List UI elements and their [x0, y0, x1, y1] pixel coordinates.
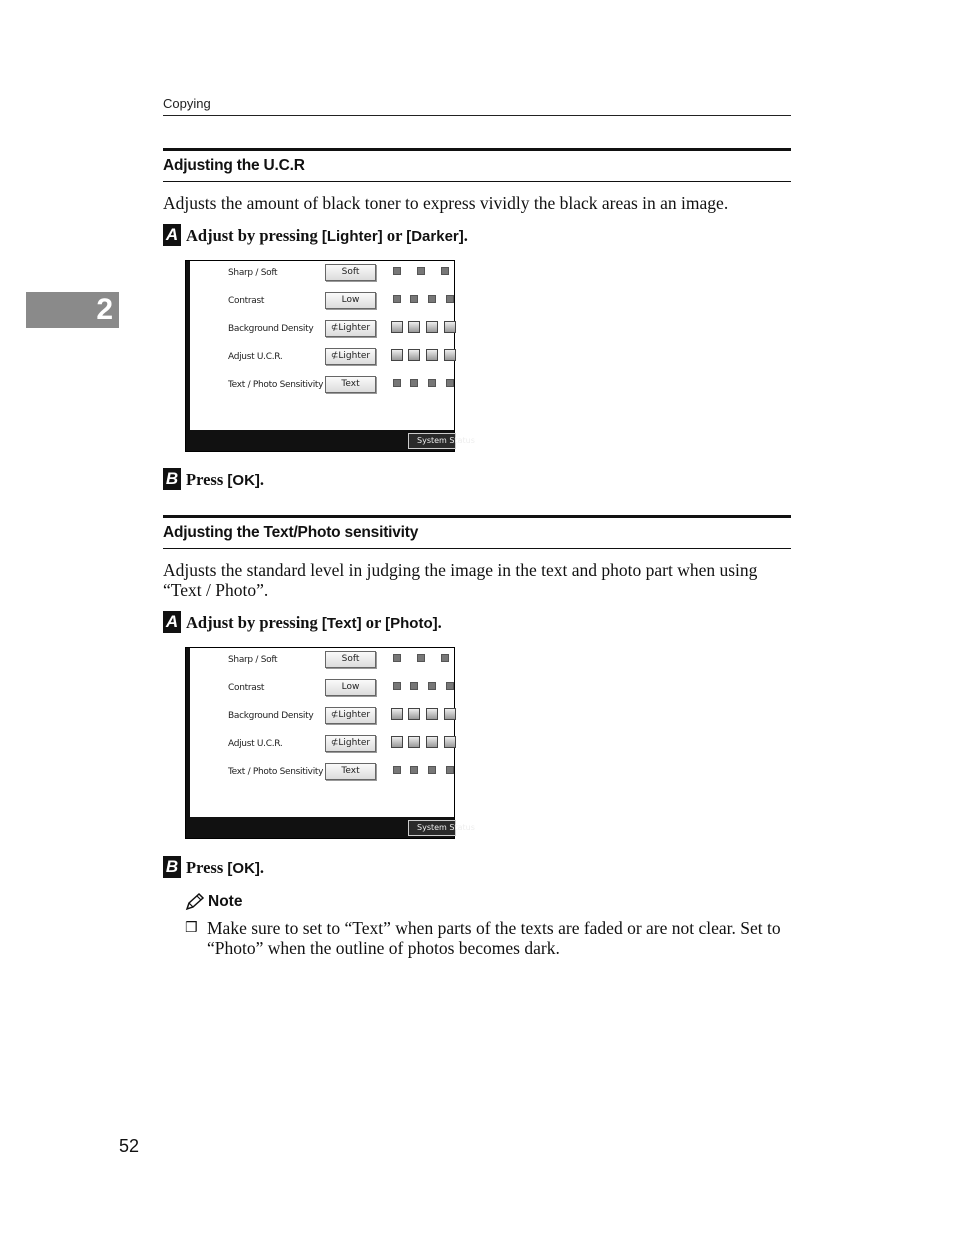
row-label: Text / Photo Sensitivity	[228, 767, 324, 777]
section-description: Adjusts the amount of black toner to express vividly the black areas in an image.	[163, 193, 729, 213]
level-indicator	[446, 295, 454, 303]
row-label: Text / Photo Sensitivity	[228, 380, 324, 390]
step-number: B	[163, 856, 181, 878]
level-indicator	[410, 682, 418, 690]
row-label: Contrast	[228, 683, 265, 693]
level-button[interactable]	[426, 708, 438, 720]
row-label: Adjust U.C.R.	[228, 352, 283, 362]
note-text: Make sure to set to “Text” when parts of the texts are faded or are not clear. Set to “Photo” when the outline of photos becomes dark.	[207, 918, 781, 958]
level-indicator	[393, 295, 401, 303]
header-rule	[163, 115, 791, 116]
step-number: B	[163, 468, 181, 490]
system-status-button[interactable]: System Status	[408, 433, 456, 449]
level-button[interactable]	[444, 736, 456, 748]
level-button[interactable]	[408, 708, 420, 720]
lighter-button[interactable]: ⊄Lighter	[325, 348, 376, 365]
step-2: B Press [OK].	[163, 468, 264, 490]
step-2: B Press [OK].	[163, 856, 264, 878]
level-indicator	[446, 379, 454, 387]
level-indicator	[410, 766, 418, 774]
level-button[interactable]	[426, 349, 438, 361]
screen-row	[186, 292, 456, 314]
control-panel-screen	[185, 260, 475, 452]
screen-row	[186, 320, 456, 342]
screen-row	[186, 264, 456, 286]
level-indicator	[428, 766, 436, 774]
level-indicator	[393, 379, 401, 387]
screen-footer	[186, 817, 475, 838]
level-button[interactable]	[426, 321, 438, 333]
screen-row	[186, 679, 456, 701]
text-button[interactable]: Text	[325, 763, 376, 780]
low-button[interactable]: Low	[325, 679, 376, 696]
key-darker: [Darker]	[406, 228, 464, 245]
screen-row	[186, 651, 456, 673]
screen-row	[186, 707, 456, 729]
row-label: Background Density	[228, 324, 314, 334]
level-indicator	[428, 682, 436, 690]
level-indicator	[393, 267, 401, 275]
section-title: Adjusting the Text/Photo sensitivity	[163, 524, 419, 541]
section-title: Adjusting the U.C.R	[163, 157, 305, 174]
lighter-button[interactable]: ⊄Lighter	[325, 707, 376, 724]
text-button[interactable]: Text	[325, 376, 376, 393]
level-button[interactable]	[391, 321, 403, 333]
key-ok: [OK]	[227, 472, 260, 489]
key-lighter: [Lighter]	[321, 228, 383, 245]
section-heading-ucr	[163, 148, 791, 182]
note-heading	[185, 893, 242, 911]
page-number: 52	[119, 1136, 140, 1156]
level-indicator	[441, 654, 449, 662]
screen-footer	[186, 430, 475, 451]
row-label: Contrast	[228, 296, 265, 306]
level-button[interactable]	[444, 349, 456, 361]
level-indicator	[428, 379, 436, 387]
section-heading-text-photo	[163, 515, 791, 549]
level-button[interactable]	[391, 349, 403, 361]
low-button[interactable]: Low	[325, 292, 376, 309]
running-header: Copying	[163, 96, 211, 111]
row-label: Background Density	[228, 711, 314, 721]
level-indicator	[428, 295, 436, 303]
level-indicator	[446, 766, 454, 774]
key-text: [Text]	[321, 615, 362, 632]
level-indicator	[417, 654, 425, 662]
section-description: Adjusts the standard level in judging the image in the text and photo part when using “Text / Photo”.	[163, 560, 758, 600]
note-title: Note	[208, 893, 243, 910]
row-label: Sharp / Soft	[228, 655, 278, 665]
level-button[interactable]	[444, 708, 456, 720]
level-indicator	[410, 295, 418, 303]
lighter-button[interactable]: ⊄Lighter	[325, 735, 376, 752]
control-panel-screen	[185, 647, 475, 839]
level-indicator	[446, 682, 454, 690]
step-1: A Adjust by pressing [Text] or [Photo].	[163, 611, 442, 633]
level-indicator	[393, 682, 401, 690]
screen-row	[186, 348, 456, 370]
row-label: Adjust U.C.R.	[228, 739, 283, 749]
key-photo: [Photo]	[385, 615, 438, 632]
level-button[interactable]	[408, 349, 420, 361]
soft-button[interactable]: Soft	[325, 264, 376, 281]
level-indicator	[410, 379, 418, 387]
row-label: Sharp / Soft	[228, 268, 278, 278]
level-indicator	[441, 267, 449, 275]
key-ok: [OK]	[227, 860, 260, 877]
checkbox-bullet-icon: ❒	[185, 920, 198, 936]
level-indicator	[393, 766, 401, 774]
level-button[interactable]	[408, 321, 420, 333]
level-indicator	[417, 267, 425, 275]
level-button[interactable]	[444, 321, 456, 333]
screen-row	[186, 735, 456, 757]
level-button[interactable]	[408, 736, 420, 748]
pencil-icon	[185, 893, 205, 911]
step-number: A	[163, 611, 181, 633]
screen-row	[186, 763, 456, 785]
system-status-button[interactable]: System Status	[408, 820, 456, 836]
level-button[interactable]	[391, 708, 403, 720]
lighter-button[interactable]: ⊄Lighter	[325, 320, 376, 337]
level-indicator	[393, 654, 401, 662]
chapter-tab: 2	[26, 292, 119, 328]
soft-button[interactable]: Soft	[325, 651, 376, 668]
level-button[interactable]	[391, 736, 403, 748]
screen-row	[186, 376, 456, 398]
step-1: A Adjust by pressing [Lighter] or [Darker].	[163, 224, 468, 246]
note-item	[185, 918, 795, 958]
step-number: A	[163, 224, 181, 246]
level-button[interactable]	[426, 736, 438, 748]
